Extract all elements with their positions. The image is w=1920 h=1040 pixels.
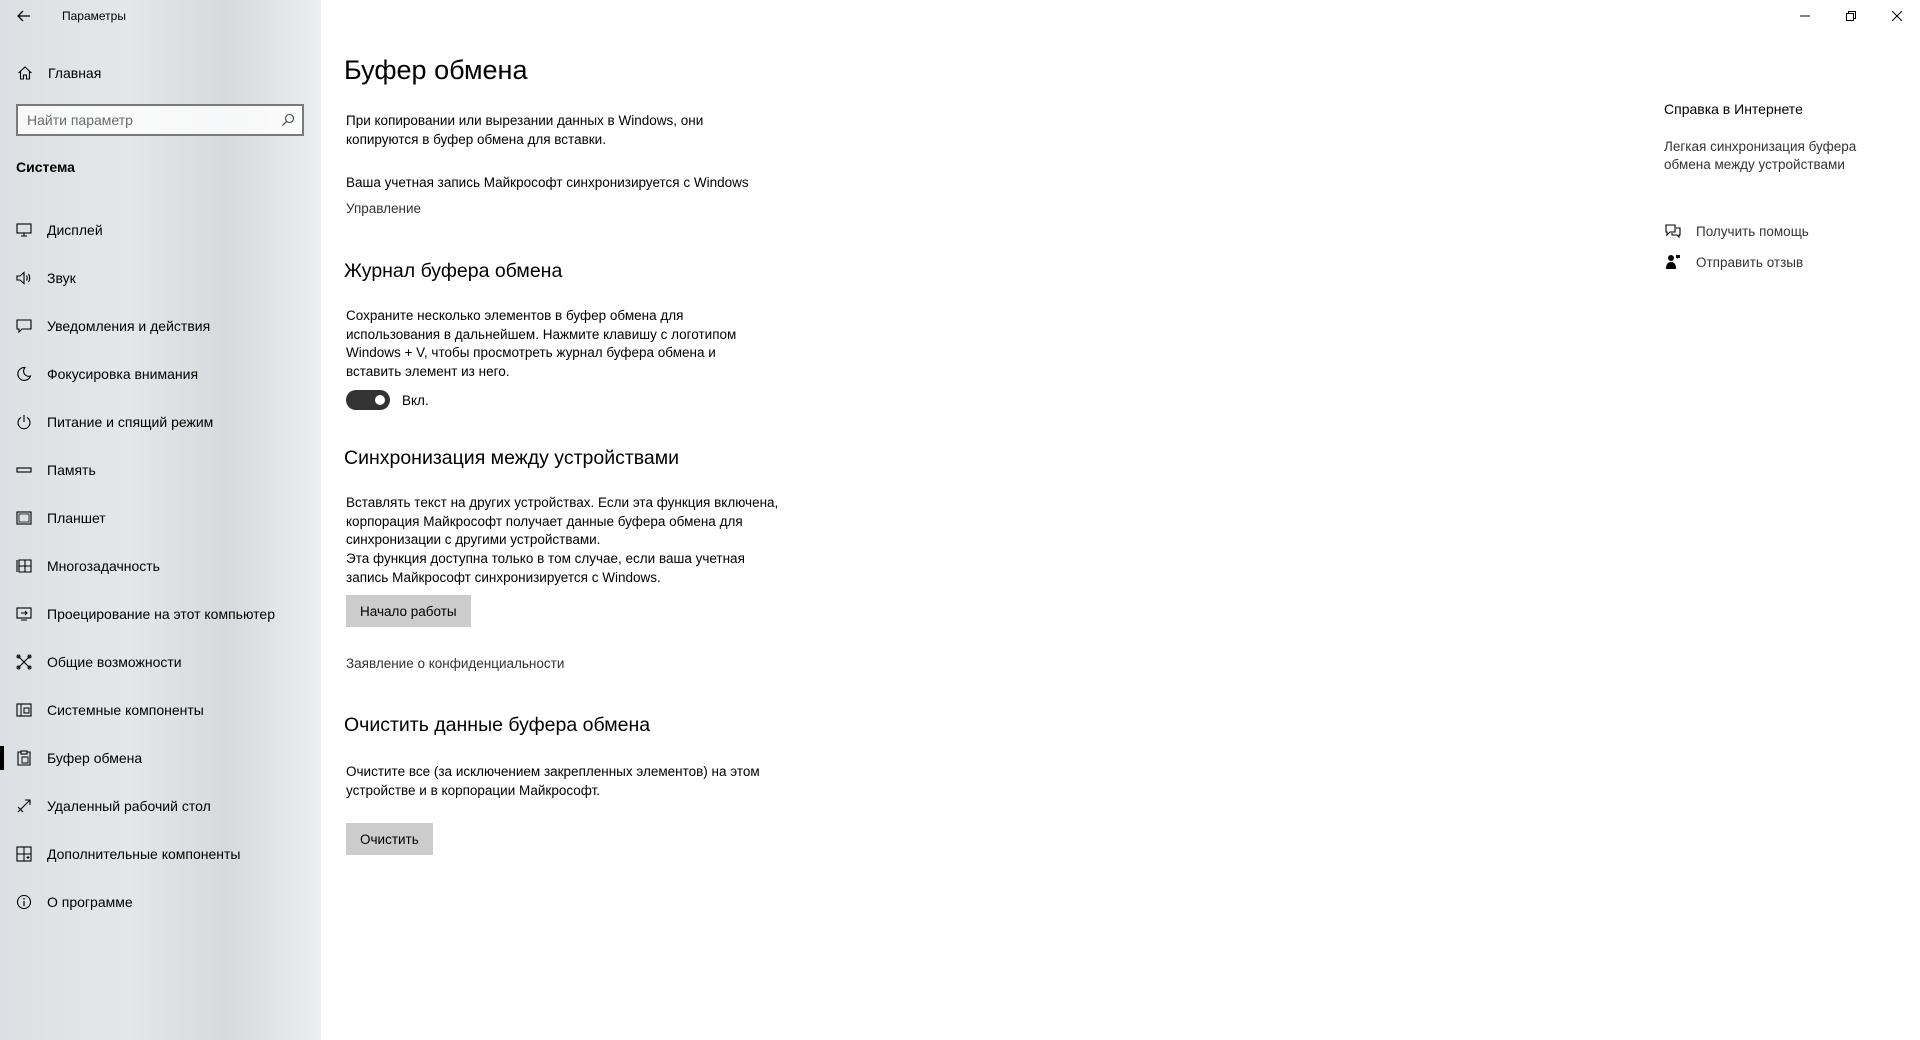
power-icon <box>15 413 33 431</box>
sidebar-item-label: Планшет <box>47 510 106 526</box>
feedback-person-icon <box>1664 253 1682 271</box>
sidebar-item-label: Питание и спящий режим <box>47 414 214 430</box>
sidebar-item-label: Общие возможности <box>47 654 182 670</box>
feedback-label: Отправить отзыв <box>1696 254 1804 270</box>
privacy-link[interactable]: Заявление о конфиденциальности <box>346 656 565 671</box>
sidebar-item-label: Фокусировка внимания <box>47 366 199 382</box>
sidebar-item-label: Главная <box>48 65 102 81</box>
sidebar-item-clipboard[interactable] <box>0 734 321 782</box>
sync-description: Вставлять текст на других устройствах. Если эта функция включена, корпорация Майкрософт получает данные буфера обмена для синхронизации с другими устройствами. <box>346 495 779 547</box>
sidebar-item-shared-experiences[interactable] <box>0 638 321 686</box>
home-icon <box>16 64 34 82</box>
sidebar-item-tablet[interactable] <box>0 494 321 542</box>
search-icon[interactable] <box>274 106 302 134</box>
system-components-icon <box>15 701 33 719</box>
clear-button[interactable]: Очистить <box>346 823 433 855</box>
clear-description: Очистите все (за исключением закрепленных элементов) на этом устройстве и в корпорации Майкрософт. <box>346 764 760 798</box>
window-title: Параметры <box>62 9 126 23</box>
sidebar-item-storage[interactable] <box>0 446 321 494</box>
notification-icon <box>15 317 33 335</box>
help-chat-icon <box>1664 222 1682 240</box>
projection-icon <box>15 605 33 623</box>
sidebar-item-label: Уведомления и действия <box>47 318 211 334</box>
account-text: Ваша учетная запись Майкрософт синхронизируется с Windows <box>346 175 749 190</box>
display-icon <box>15 221 33 239</box>
tablet-icon <box>15 509 33 527</box>
sidebar-item-notifications[interactable] <box>0 302 321 350</box>
sidebar-item-label: Проецирование на этот компьютер <box>47 606 275 622</box>
sidebar-item-label: Удаленный рабочий стол <box>47 798 211 814</box>
get-help-label: Получить помощь <box>1696 223 1809 239</box>
close-icon <box>1892 11 1902 21</box>
section-label: Система <box>16 159 75 175</box>
sidebar-item-label: Дисплей <box>47 222 103 238</box>
sidebar-item-projection[interactable] <box>0 590 321 638</box>
page-title: Буфер обмена <box>344 55 528 85</box>
back-arrow-icon <box>17 10 31 22</box>
sidebar-item-label: Системные компоненты <box>47 702 204 718</box>
moon-icon <box>15 365 33 383</box>
speaker-icon <box>15 269 33 287</box>
sidebar-item-system-components[interactable] <box>0 686 321 734</box>
manage-link[interactable]: Управление <box>346 201 422 216</box>
close-button[interactable] <box>1874 0 1920 32</box>
sidebar-item-power[interactable] <box>0 398 321 446</box>
sidebar <box>0 0 321 1040</box>
clipboard-icon <box>15 749 33 767</box>
sidebar-item-remote-desktop[interactable] <box>0 782 321 830</box>
restore-button[interactable] <box>1828 0 1874 32</box>
sidebar-item-label: Буфер обмена <box>47 750 143 766</box>
intro-text: При копировании или вырезании данных в Windows, они копируются в буфер обмена для вставки. <box>346 113 704 147</box>
restore-icon <box>1846 11 1856 21</box>
sidebar-item-focus[interactable] <box>0 350 321 398</box>
sidebar-item-sound[interactable] <box>0 254 321 302</box>
sidebar-item-multitasking[interactable] <box>0 542 321 590</box>
search-input[interactable] <box>18 106 274 134</box>
history-toggle-group <box>346 390 429 410</box>
sidebar-item-optional-features[interactable] <box>0 830 321 878</box>
toggle-knob <box>375 395 385 405</box>
minimize-icon <box>1800 11 1810 21</box>
back-button[interactable] <box>0 0 48 32</box>
sidebar-item-label: О программе <box>47 894 133 910</box>
sync-help-link[interactable]: Легкая синхронизация буфера обмена между устройствами <box>1664 139 1857 172</box>
sidebar-nav <box>0 206 321 926</box>
help-title: Справка в Интернете <box>1664 101 1803 117</box>
feedback-link[interactable] <box>1664 253 1803 271</box>
sidebar-item-about[interactable] <box>0 878 321 926</box>
sidebar-item-home[interactable] <box>0 56 321 90</box>
sync-heading: Синхронизация между устройствами <box>344 447 680 469</box>
sidebar-item-label: Дополнительные компоненты <box>47 846 241 862</box>
history-heading: Журнал буфера обмена <box>344 260 563 282</box>
shared-experiences-icon <box>15 653 33 671</box>
toggle-state-label: Вкл. <box>402 392 429 408</box>
remote-desktop-icon <box>15 797 33 815</box>
sidebar-item-label: Многозадачность <box>47 558 160 574</box>
minimize-button[interactable] <box>1782 0 1828 32</box>
multitasking-icon <box>15 557 33 575</box>
optional-features-icon <box>15 845 33 863</box>
window-controls <box>1782 0 1920 32</box>
get-started-button[interactable]: Начало работы <box>346 595 471 627</box>
clear-heading: Очистить данные буфера обмена <box>344 714 651 736</box>
sidebar-item-label: Звук <box>47 270 76 286</box>
info-icon <box>15 893 33 911</box>
sidebar-item-display[interactable] <box>0 206 321 254</box>
search-box <box>16 104 304 136</box>
sidebar-item-label: Память <box>47 462 96 478</box>
get-help-link[interactable] <box>1664 222 1809 240</box>
history-toggle[interactable] <box>346 390 390 410</box>
history-description: Сохраните несколько элементов в буфер обмена для использования в дальнейшем. Нажмите клавишу с логотипом Windows + V, чтобы просмотреть журнал буфера обмена и вставить элемент из него. <box>346 308 737 379</box>
title-bar <box>0 0 321 32</box>
sync-note: Эта функция доступна только в том случае, если ваша учетная запись Майкрософт синхронизируется с Windows. <box>346 551 745 585</box>
storage-icon <box>15 461 33 479</box>
